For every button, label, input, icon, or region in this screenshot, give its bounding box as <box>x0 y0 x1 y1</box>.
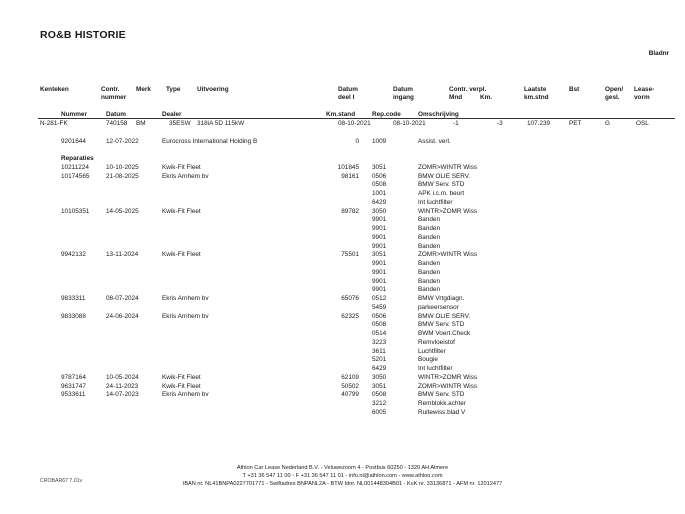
repair-repcode: 6005 <box>372 408 387 416</box>
repair-datum: 14-05-2025 <box>106 207 139 215</box>
repair-dealer: Kwik-Fit Fleet <box>162 164 201 171</box>
repair-kmstand: 75501 <box>341 251 359 259</box>
repair-omschrijving: Bougie <box>418 356 438 364</box>
repair-omschrijving: Luchtfilter <box>418 347 446 355</box>
reparaties-label: Reparaties <box>61 155 94 162</box>
repair-omschrijving: BMW OLIE SERV. <box>418 312 471 320</box>
vehicle-open-gesl: G <box>605 120 610 127</box>
header-merk: Merk <box>136 86 151 93</box>
header-datum-ingang-1: Datum <box>393 86 413 93</box>
repair-repcode: 3051 <box>372 251 387 259</box>
repair-nummer: 9533611 <box>61 391 86 399</box>
repair-repcode: 0508 <box>372 391 387 399</box>
repair-datum: 14-07-2023 <box>106 391 139 399</box>
header-divider <box>38 118 675 119</box>
repair-dealer: Ekris Arnhem bv <box>162 312 209 320</box>
repair-repcode: 9901 <box>372 242 387 250</box>
repair-repcode: 0508 <box>372 321 387 329</box>
vehicle-uitvoering: 318iA 5D 115kW <box>197 120 245 127</box>
footer-contact: T +31 36 547 11 00 - F +31 36 547 11 01 - info.nl@athlon.com - www.athlon.com <box>242 473 443 479</box>
header-uitvoering: Uitvoering <box>197 86 229 93</box>
repair-omschrijving: Banden <box>418 286 441 294</box>
repair-dealer: Ekris Arnhem bv <box>162 295 209 303</box>
repair-nummer: 9833088 <box>61 312 86 320</box>
repair-omschrijving: Remblokk.achter <box>418 399 466 407</box>
assist-dealer: Eurocross International Holding B <box>162 138 258 145</box>
repair-kmstand: 98161 <box>341 172 359 180</box>
repair-omschrijving: ZOMR>WINTR Wiss <box>418 382 478 390</box>
assist-datum: 12-07-2022 <box>106 138 139 145</box>
repair-repcode: 3212 <box>372 399 387 407</box>
repair-repcode: 5459 <box>372 303 387 311</box>
vehicle-merk: BM <box>136 120 146 127</box>
header-lease-vorm-1: Lease- <box>634 86 655 93</box>
repair-omschrijving: Banden <box>418 233 441 241</box>
repair-kmstand: 40799 <box>341 391 359 399</box>
header-lease-vorm-2: vorm <box>634 94 650 101</box>
repair-repcode: 3051 <box>372 164 387 171</box>
page-number-label: Bladnr <box>648 50 669 57</box>
repair-kmstand: 50502 <box>341 382 359 390</box>
repair-omschrijving: WINTR>ZOMR Wiss <box>418 207 478 215</box>
repair-repcode: 5201 <box>372 356 387 364</box>
repair-repcode: 6429 <box>372 365 387 373</box>
repair-omschrijving: Int luchtfilter <box>418 365 453 373</box>
vehicle-laatste-kmstnd: 107.239 <box>527 120 551 127</box>
repair-omschrijving: BMW Serv. STD <box>418 391 465 399</box>
repair-dealer: Kwik-Fit Fleet <box>162 207 201 215</box>
repair-dealer: Ekris Arnhem bv <box>162 391 209 399</box>
repair-omschrijving: Banden <box>418 260 441 268</box>
vehicle-type: 35ESW <box>169 120 191 127</box>
header-contr-nummer-1: Contr. <box>101 86 120 93</box>
repair-omschrijving: Banden <box>418 216 441 224</box>
repair-dealer: Kwik-Fit Fleet <box>162 382 201 390</box>
repair-dealer: Kwik-Fit Fleet <box>162 251 201 259</box>
repair-repcode: 9901 <box>372 216 387 224</box>
subheader-datum: Datum <box>106 111 126 118</box>
repair-nummer: 9833311 <box>61 295 86 303</box>
repair-repcode: 3223 <box>372 338 387 346</box>
repair-kmstand: 62325 <box>341 312 359 320</box>
subheader-kmstand: Km.stand <box>326 111 356 118</box>
repair-omschrijving: Banden <box>418 277 441 285</box>
repair-repcode: 0506 <box>372 172 387 180</box>
repair-repcode: 9901 <box>372 260 387 268</box>
repair-omschrijving: Banden <box>418 225 441 233</box>
repair-omschrijving: BMW OLIE SERV. <box>418 172 471 180</box>
repair-datum: 24-11-2023 <box>106 382 139 390</box>
vehicle-km: -3 <box>497 120 503 127</box>
header-datum-ingang-2: ingang <box>393 94 414 101</box>
repair-omschrijving: APK i.c.m. beurt <box>418 190 465 198</box>
repair-omschrijving: BMW Serv. STD <box>418 321 465 329</box>
header-bst: Bst <box>569 86 580 93</box>
repair-nummer: 9631747 <box>61 382 86 390</box>
repair-nummer: 9942132 <box>61 251 86 259</box>
subheader-nummer: Nummer <box>61 111 87 118</box>
form-code: CROBAR67 7.01v <box>40 478 83 484</box>
header-contr-verpl: Contr. verpl. <box>449 86 487 93</box>
repair-repcode: 3051 <box>372 382 387 390</box>
subheader-repcode: Rep.code <box>372 111 401 118</box>
vehicle-datum-deel: 08-10-2021 <box>338 120 371 127</box>
assist-nummer: 9201644 <box>61 138 86 145</box>
header-contr-nummer-2: nummer <box>101 94 127 101</box>
repair-kmstand: 65076 <box>341 295 359 303</box>
repair-repcode: 0508 <box>372 181 387 189</box>
repair-repcode: 9901 <box>372 233 387 241</box>
repair-nummer: 10211224 <box>61 164 89 171</box>
repair-dealer: Ekris Arnhem bv <box>162 172 209 180</box>
header-open-gesl-2: gesl. <box>605 94 620 101</box>
vehicle-contract: 740158 <box>106 120 128 127</box>
repair-nummer: 10105351 <box>61 207 90 215</box>
repair-omschrijving: BMW Vrtgdiagn. <box>418 295 465 303</box>
assist-repcode: 1009 <box>372 138 387 145</box>
repair-omschrijving: Remvloeistof <box>418 338 455 346</box>
repair-omschrijving: Int luchtfilter <box>418 198 453 206</box>
repair-repcode: 3050 <box>372 373 387 381</box>
repair-repcode: 0506 <box>372 312 387 320</box>
repair-kmstand: 89782 <box>341 207 359 215</box>
header-mnd: Mnd <box>449 94 463 101</box>
repair-dealer: Kwik-Fit Fleet <box>162 373 201 381</box>
repair-datum: 24-06-2024 <box>106 312 139 320</box>
repair-omschrijving: ZOMR>WINTR Wiss <box>418 164 478 171</box>
repair-repcode: 9901 <box>372 268 387 276</box>
repair-repcode: 0514 <box>372 330 387 338</box>
vehicle-kenteken: N-281-FK <box>40 120 68 127</box>
footer-bank: IBAN nr. NL41BNPA0227701771 - Swiftadres BNPANL2A - BTW Idnr. NL001448304B01 - KvK nr. 33136871 - AFM nr. 12012477 <box>182 481 503 487</box>
repair-repcode: 9901 <box>372 277 387 285</box>
header-laatste-1: Laatste <box>524 86 547 93</box>
header-km: Km. <box>480 94 493 101</box>
repair-omschrijving: BMW Serv. STD <box>418 181 465 189</box>
repair-repcode: 6429 <box>372 198 387 206</box>
repair-datum: 13-11-2024 <box>106 251 139 259</box>
repair-omschrijving: ZOMR>WINTR Wiss <box>418 251 478 259</box>
repair-omschrijving: Ruitewiss.blad V <box>418 408 466 416</box>
subheader-dealer: Dealer <box>162 111 182 118</box>
repair-repcode: 3611 <box>372 347 386 355</box>
vehicle-bst: PET <box>569 120 582 127</box>
vehicle-mnd: -1 <box>453 120 459 127</box>
repair-omschrijving: Banden <box>418 268 441 276</box>
repair-kmstand: 101845 <box>337 164 359 171</box>
header-datum-deel-1: Datum <box>338 86 358 93</box>
repair-omschrijving: Banden <box>418 242 441 250</box>
footer-address: Athlon Car Lease Nederland B.V. - Veluwezoom 4 - Postbus 60250 - 1320 AH Almere <box>236 465 449 471</box>
header-type: Type <box>166 86 181 93</box>
repair-nummer: 10174565 <box>61 172 90 180</box>
repair-repcode: 1001 <box>372 190 387 198</box>
vehicle-datum-ingang: 08-10-2021 <box>393 120 426 127</box>
header-laatste-2: km.stnd <box>524 94 549 101</box>
repair-repcode: 9901 <box>372 286 387 294</box>
repair-repcode: 3050 <box>372 207 387 215</box>
assist-kmstand: 0 <box>355 138 359 145</box>
header-open-gesl-1: Open/ <box>605 86 624 93</box>
vehicle-lease-vorm: OSL <box>636 120 649 127</box>
repair-kmstand: 62109 <box>341 373 359 381</box>
subheader-omschrijving: Omschrijving <box>418 111 459 118</box>
repair-datum: 21-08-2025 <box>106 172 139 180</box>
repair-repcode: 9901 <box>372 225 387 233</box>
header-datum-deel-2: deel I <box>338 94 355 101</box>
page-title: RO&B HISTORIE <box>40 29 126 41</box>
repair-datum: 10-05-2024 <box>106 373 139 381</box>
repair-nummer: 9787164 <box>61 373 86 381</box>
repair-omschrijving: WINTR>ZOMR Wiss <box>418 373 478 381</box>
repair-datum: 10-10-2025 <box>106 164 139 171</box>
header-kenteken: Kenteken <box>40 86 69 93</box>
repair-omschrijving: parkeersensor <box>418 303 459 311</box>
repair-omschrijving: BWM Voert.Check <box>418 330 471 338</box>
repair-repcode: 0512 <box>372 295 387 303</box>
assist-omschrijving: Assist. verl. <box>418 138 451 145</box>
repair-datum: 08-07-2024 <box>106 295 139 303</box>
